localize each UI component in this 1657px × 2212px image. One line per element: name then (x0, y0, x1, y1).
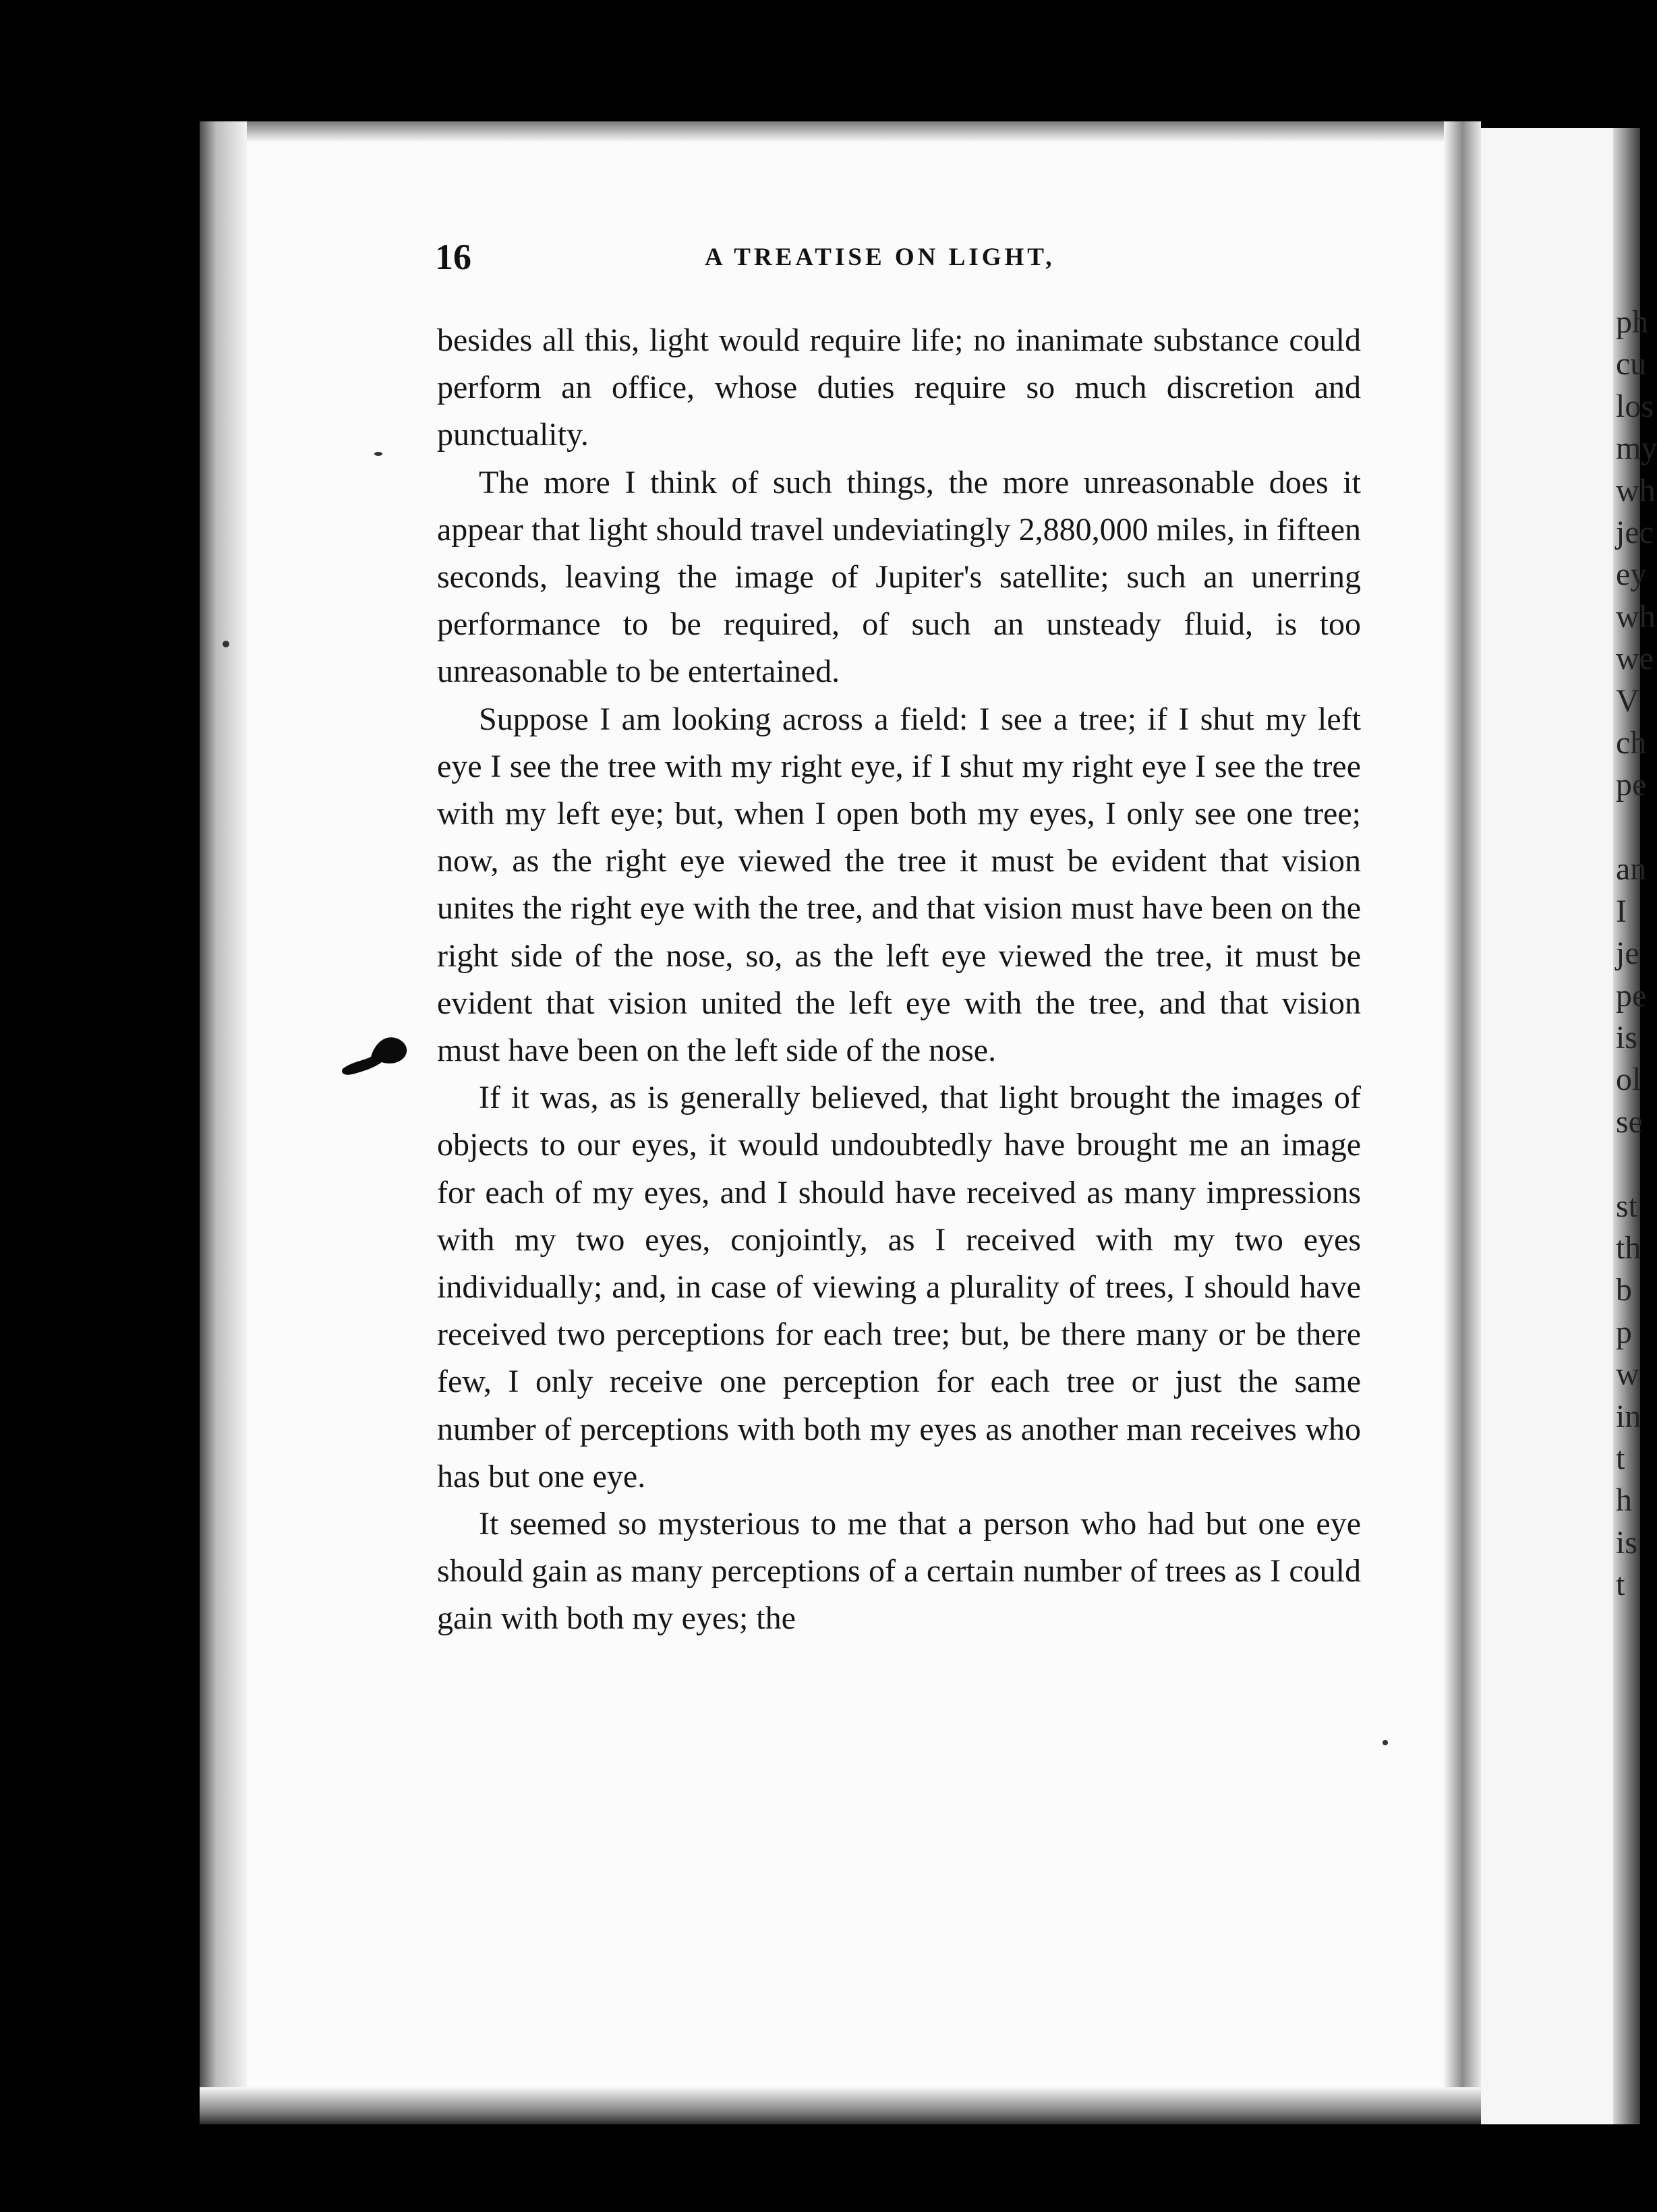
facing-line: p (1616, 1314, 1632, 1350)
facing-line: st (1616, 1188, 1638, 1224)
facing-line: h (1616, 1482, 1632, 1519)
paragraph: Suppose I am looking across a field: I see a tree; if I shut my left eye I see the tree with my right eye, if I shut my right eye I see the tree with my left eye; but, when I open both my eyes, I only see one tree; now, as the right eye viewed the tree it must be evident that vision unites the right eye with the tree, and that vision must have been on the right side of the nose, so, as the left eye viewed the tree, it must be evident that vision united the left eye with the tree, and that vision must have been on the left side of the nose. (437, 701, 1361, 1069)
facing-line: je (1616, 935, 1639, 972)
facing-line: pe (1616, 977, 1647, 1014)
facing-line: th (1616, 1229, 1641, 1266)
facing-line: jec (1616, 515, 1654, 551)
facing-line: is (1616, 1524, 1638, 1561)
facing-line: pe (1616, 767, 1647, 803)
facing-line: b (1616, 1272, 1632, 1308)
book-gutter (1444, 121, 1481, 2124)
paragraph: It seemed so mysterious to me that a person who had but one eye should gain as many perceptions of a certain number of trees as I could gain with both my eyes; the (437, 1506, 1361, 1637)
facing-line: los (1616, 388, 1654, 424)
paragraph: besides all this, light would require life; no inanimate substance could perform an office, whose duties require so much discretion and punctuality. (437, 322, 1361, 453)
page-header (435, 236, 1366, 283)
paragraph: The more I think of such things, the more unreasonable does it appear that light should travel undeviatingly 2,880,000 miles, in fifteen seconds, leaving the image of Jupiter's satellite; such an unerring performance to be required, of such an unsteady fluid, is too unreasonable to be entertained. (437, 464, 1361, 690)
facing-page-text (1616, 301, 1657, 1606)
running-title: A TREATISE ON LIGHT, (705, 243, 1055, 271)
facing-line (1616, 1143, 1643, 1185)
paragraph: If it was, as is generally believed, that light brought the images of objects to our eyes, it would undoubtedly have brought me an image for each of my eyes, and I should have received as many impressions with my two eyes, conjointly, as I received with my two eyes individually; and, in case of viewing a plurality of trees, I should have received two perceptions for each tree; but, be there many or be there few, I only receive one perception for each tree or just the same number of perceptions with both my eyes as another man receives who has but one eye. (437, 1080, 1361, 1494)
facing-line: in (1616, 1398, 1641, 1434)
ink-speck (223, 641, 229, 647)
facing-line: V (1616, 682, 1639, 719)
facing-line: ol (1616, 1061, 1641, 1098)
facing-line: an (1616, 851, 1647, 887)
body-text (437, 317, 1361, 1643)
facing-line: ph (1616, 304, 1648, 340)
facing-line: ey (1616, 556, 1647, 593)
ink-blot (337, 1028, 411, 1077)
facing-line: we (1616, 641, 1654, 677)
facing-line (1616, 807, 1643, 848)
page-shadow-left (200, 121, 247, 2124)
ink-speck (1383, 1740, 1388, 1745)
facing-line: w (1616, 1356, 1639, 1393)
facing-line: I (1616, 893, 1627, 929)
facing-line: t (1616, 1440, 1625, 1476)
facing-line: cu (1616, 346, 1647, 382)
page-shadow-top (200, 121, 1481, 142)
ink-speck (374, 452, 382, 456)
facing-line: ch (1616, 725, 1647, 761)
facing-line: wh (1616, 472, 1656, 508)
facing-line: is (1616, 1019, 1638, 1055)
facing-line: wh (1616, 598, 1656, 635)
facing-line: my (1616, 430, 1657, 467)
page-number: 16 (435, 237, 471, 277)
facing-line: se (1616, 1103, 1643, 1140)
facing-line: t (1616, 1567, 1625, 1603)
page-shadow-bottom (200, 2087, 1481, 2124)
